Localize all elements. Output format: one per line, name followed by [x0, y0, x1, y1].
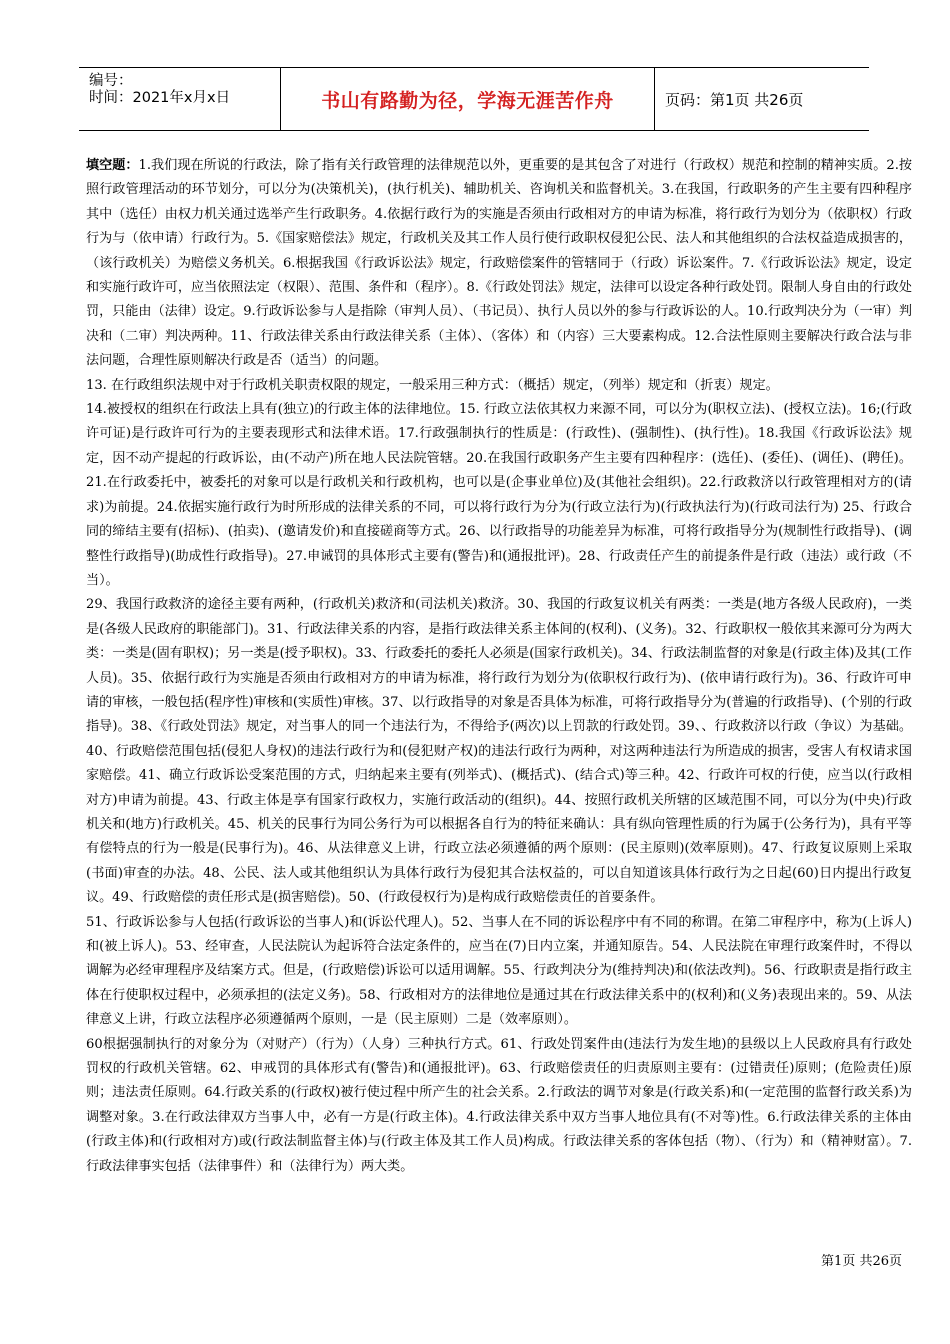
paragraph-4: 29、我国行政救济的途径主要有两种，(行政机关)救济和(司法机关)救济。30、我国的行政复议机关有两类：一类是(地方各级人民政府)，一类是(各级人民政府的职能部门)。31、行政法律关系的内容，是指行政法律关系主体间的(权利)、(义务)。32、行政职权一般依其来源可分为两大类：一类是(固有职权)；另一类是(授予职权)。33、行政委托的委托人必须是(国家行政机关)。34、行政法制监督的对象是(行政主体)及其(工作人员)。35、依据行政行为实施是否须由行政相对方的申请为标准，将行政行为划分为(依职权行政行为)、(依申请行政行为)。36、行政许可申请的审核，一般包括(程序性)审核和(实质性)审核。37、以行政指导的对象是否具体为标准，可将行政指导分为(普遍的行政指导)、(个别的行政指导)。38、《行政处罚法》规定，对当事人的同一个违法行为，不得给予(两次)以上罚款的行政处罚。39、、行政救济以行政（争议）为基础。40、行政赔偿范围包括(侵犯人身权)的违法行政行为和(侵犯财产权)的违法行政行为两种，对这两种违法行为所造成的损害，受害人有权请求国家赔偿。41、确立行政诉讼受案范围的方式，归纳起来主要有(列举式)、(概括式)、(结合式)等三种。42、行政许可权的行使，应当以(行政相对方)申请为前提。43、行政主体是享有国家行政权力，实施行政活动的(组织)。44、按照行政机关所辖的区域范围不同，可以分为(中央)行政机关和(地方)行政机关。45、机关的民事行为同公务行为可以根据各自行为的特征来确认：具有纵向管理性质的行为属于(公务行为)，具有平等有偿特点的行为一般是(民事行为)。46、从法律意义上讲，行政立法必须遵循的两个原则：(民主原则)(效率原则)。47、行政复议原则上采取(书面)审查的办法。48、公民、法人或其他组织认为具体行政行为侵犯其合法权益的，可以自知道该具体行政行为之日起(60)日内提出行政复议。49、行政赔偿的责任形式是(损害赔偿)。50、(行政侵权行为)是构成行政赔偿责任的首要条件。: [86, 597, 912, 906]
page-header: [79, 67, 869, 131]
paragraph-6: 60根据强制执行的对象分为（对财产）（行为）（人身）三种执行方式。61、行政处罚案件由(违法行为发生地)的县级以上人民政府具有行政处罚权的行政机关管辖。62、申戒罚的具体形式有(警告)和(通报批评)。63、行政赔偿责任的归责原则主要有：(过错责任)原则；(危险责任)原则；违法责任原则。64.行政关系的(行政权)被行使过程中所产生的社会关系。2.行政法的调节对象是(行政关系)和(一定范围的监督行政关系)为调整对象。3.在行政法律双方当事人中，必有一方是(行政主体)。4.行政法律关系中双方当事人地位具有(不对等)性。6.行政法律关系的主体由(行政主体)和(行政相对方)或(行政法制监督主体)与(行政主体及其工作人员)构成。行政法律关系的客体包括（物）、（行为）和（精神财富）。7. 行政法律事实包括（法律事件）和（法律行为）两大类。: [86, 1036, 912, 1174]
header-page-label: 页码：第1页 共26页: [665, 90, 804, 109]
header-meta: [79, 68, 281, 130]
paragraph-3: 14.被授权的组织在行政法上具有(独立)的行政主体的法律地位。15. 行政立法依其权力来源不同，可以分为(职权立法)、(授权立法)。16;(行政许可证)是行政许可行为的主要表现形式和法律术语。17.行政强制执行的性质是：(行政性)、(强制性)、(执行性)。18.我国《行政诉讼法》规定，因不动产提起的行政诉讼，由(不动产)所在地人民法院管辖。20.在我国行政职务产生主要有四种程序：(选任)、(委任)、(调任)、(聘任)。21.在行政委托中，被委托的对象可以是行政机关和行政机构，也可以是(企事业单位)及(其他社会组织)。22.行政救济以行政管理相对方的(请求)为前提。24.依据实施行政行为时所形成的法律关系的不同，可以将行政行为分为(行政立法行为)(行政执法行为)(行政司法行为) 25、行政合同的缔结主要有(招标)、(拍卖)、(邀请发价)和直接磋商等方式。26、以行政指导的功能差异为标准，可将行政指导分为(规制性行政指导)、(调整性行政指导)(助成性行政指导)。27.申诫罚的具体形式主要有(警告)和(通报批评)。28、行政责任产生的前提条件是行政（违法）或行政（不当）。: [86, 402, 912, 588]
section-lead: 填空题：: [86, 158, 139, 173]
paragraph-text: 1.我们现在所说的行政法，除了指有关行政管理的法律规范以外，更重要的是其包含了对进行（行政权）规范和控制的精神实质。2.按照行政管理活动的环节划分，可以分为(决策机关)，(执行机关)、辅助机关、咨询机关和监督机关。3.在我国，行政职务的产生主要有四种程序其中（选任）由权力机关通过选举产生行政职务。4.依据行政行为的实施是否须由行政相对方的申请为标准，将行政行为划分为（依职权）行政行为与（依申请）行政行为。5.《国家赔偿法》规定，行政机关及其工作人员行使行政职权侵犯公民、法人和其他组织的合法权益造成损害的，（该行政机关）为赔偿义务机关。6.根据我国《行政诉讼法》规定，行政赔偿案件的管辖同于（行政）诉讼案件。7.《行政诉讼法》规定，设定和实施行政许可，应当依照法定（权限）、范围、条件和（程序）。8.《行政处罚法》规定，法律可以设定各种行政处罚。限制人身自由的行政处罚，只能由（法律）设定。9.行政诉讼参与人是指除（审判人员）、（书记员）、执行人员以外的参与行政诉讼的人。10.行政判决分为（一审）判决和（二审）判决两种。11、行政法律关系由行政法律关系（主体）、（客体）和（内容）三大要素构成。12.合法性原则主要解决行政合法与非法问题，合理性原则解决行政是否（适当）的问题。: [86, 158, 913, 369]
header-motto: 书山有路勤为径，学海无涯苦作舟: [281, 68, 655, 130]
document-date-label: 时间：2021年x月x日: [89, 90, 231, 106]
paragraph-1: [86, 154, 912, 374]
document-body: [86, 154, 912, 1179]
paragraph-5: 51、行政诉讼参与人包括(行政诉讼的当事人)和(诉讼代理人)。52、当事人在不同的诉讼程序中有不同的称谓。在第二审程序中，称为(上诉人)和(被上诉人)。53、经审查，人民法院认为起诉符合法定条件的，应当在(7)日内立案，并通知原告。54、人民法院在审理行政案件时，不得以调解为必经审理程序及结案方式。但是，(行政赔偿)诉讼可以适用调解。55、行政判决分为(维持判决)和(依法改判)。56、行政职责是指行政主体在行使职权过程中，必须承担的(法定义务)。58、行政相对方的法律地位是通过其在行政法律关系中的(权利)和(义务)表现出来的。59、从法律意义上讲，行政立法程序必须遵循两个原则，一是（民主原则）二是（效率原则）。: [86, 914, 912, 1028]
document-number-label: 编号：: [89, 73, 133, 89]
page-footer: 第1页 共26页: [821, 1254, 902, 1269]
paragraph-2: 13. 在行政组织法规中对于行政机关职责权限的规定，一般采用三种方式：（概括）规定，（列举）规定和（折衷）规定。: [86, 377, 779, 393]
